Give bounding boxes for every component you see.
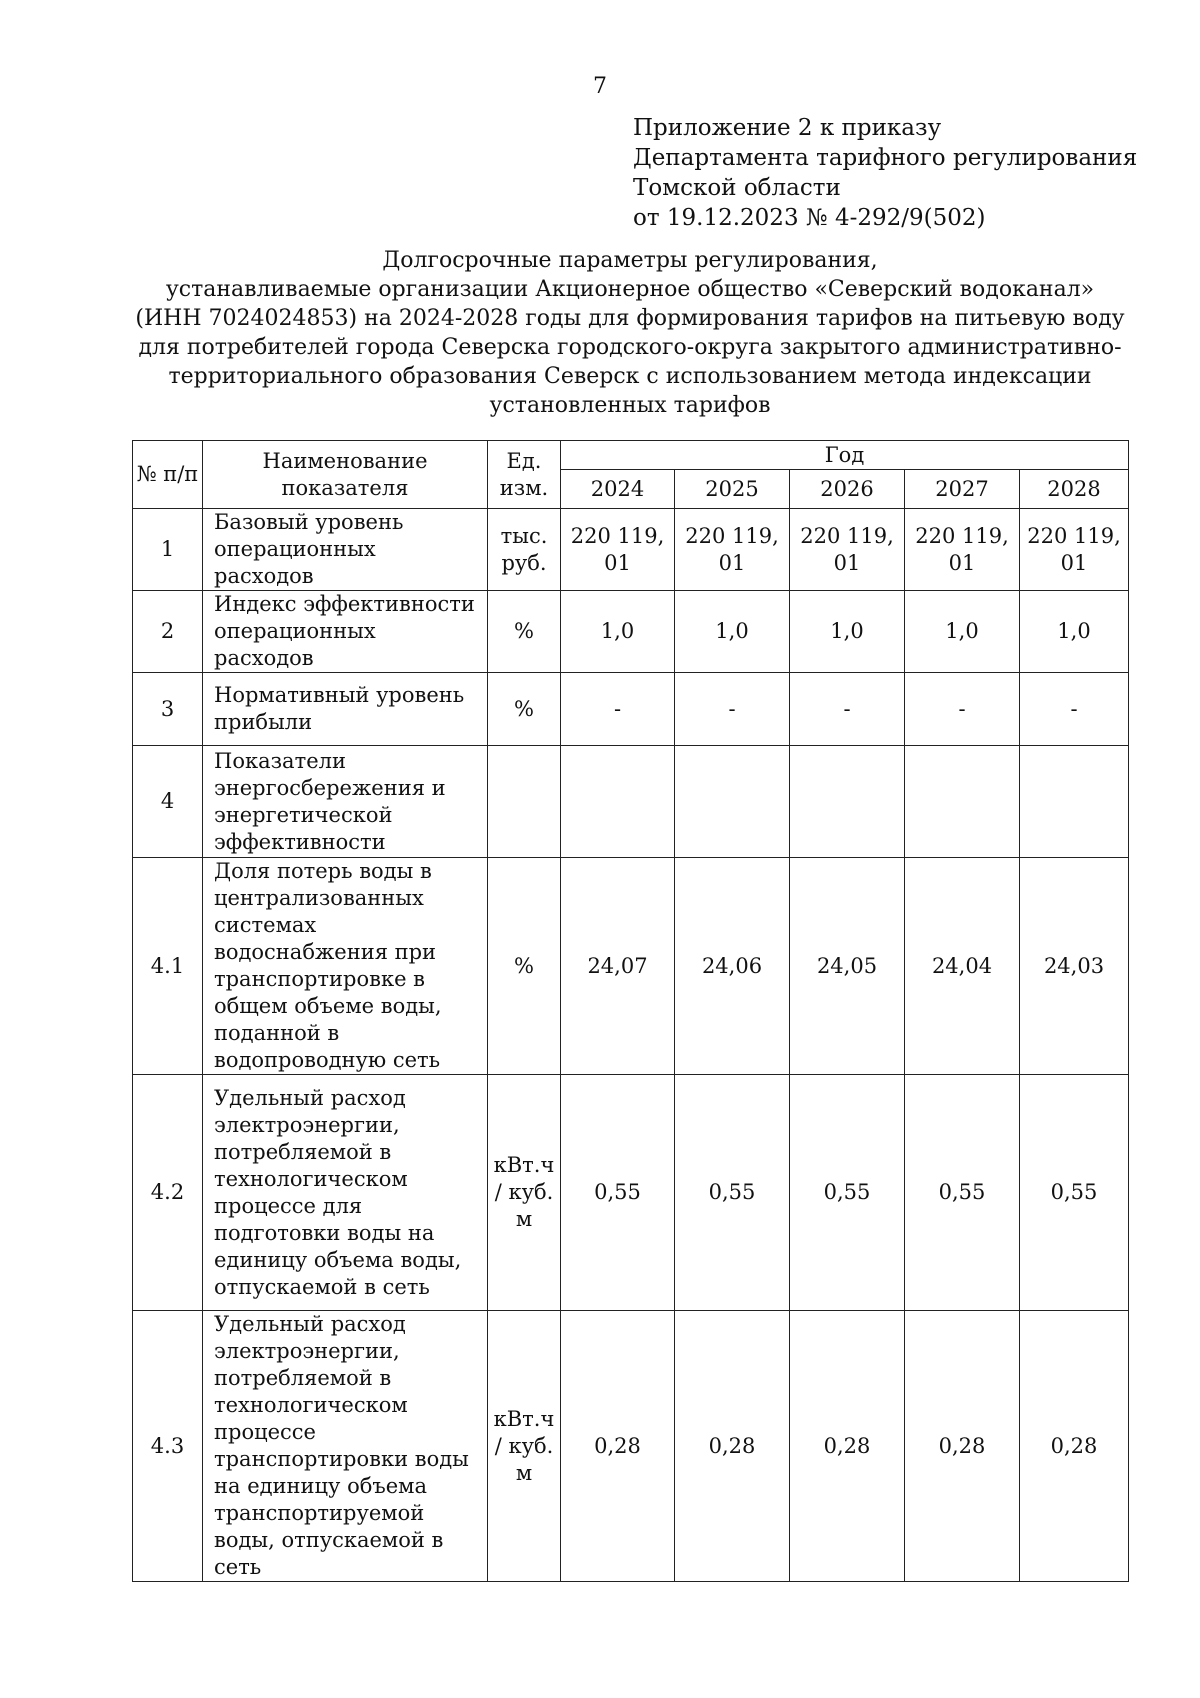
table-row xyxy=(133,1311,1129,1582)
row-value xyxy=(790,746,905,858)
row-value: 24,03 xyxy=(1020,858,1129,1075)
row-num: 4.3 xyxy=(133,1311,203,1582)
row-value: - xyxy=(561,673,675,746)
page-number: 7 xyxy=(593,74,607,99)
row-value xyxy=(1020,746,1129,858)
table-row xyxy=(133,673,1129,746)
row-num: 2 xyxy=(133,591,203,673)
row-name: Базовый уровень операционных расходов xyxy=(203,509,488,591)
row-unit: % xyxy=(488,858,561,1075)
table-row xyxy=(133,1075,1129,1311)
parameters-table xyxy=(132,440,1129,1582)
row-value: 220 119, 01 xyxy=(1020,509,1129,591)
title-line: устанавливаемые организации Акционерное общество «Северский водоканал» xyxy=(165,277,1095,302)
row-value: 24,05 xyxy=(790,858,905,1075)
row-value: 0,55 xyxy=(1020,1075,1129,1311)
row-value: 0,55 xyxy=(675,1075,790,1311)
row-value xyxy=(561,746,675,858)
row-value: 1,0 xyxy=(905,591,1020,673)
row-value xyxy=(675,746,790,858)
header-year-cell: 2026 xyxy=(790,470,905,509)
row-value: 24,04 xyxy=(905,858,1020,1075)
row-value: - xyxy=(905,673,1020,746)
appendix-block xyxy=(633,113,1137,233)
row-value xyxy=(905,746,1020,858)
row-value: 1,0 xyxy=(790,591,905,673)
title-line: для потребителей города Северска городского-округа закрытого административно- xyxy=(138,335,1122,360)
row-unit: % xyxy=(488,591,561,673)
header-year-cell: 2024 xyxy=(561,470,675,509)
row-name: Удельный расход электроэнергии, потребляемой в технологическом процессе для подготовки воды на единицу объема воды, отпускаемой в сеть xyxy=(203,1075,488,1311)
row-name: Показатели энергосбережения и энергетической эффективности xyxy=(203,746,488,858)
title-line: (ИНН 7024024853) на 2024-2028 годы для формирования тарифов на питьевую воду xyxy=(135,306,1125,331)
row-name: Удельный расход электроэнергии, потребляемой в технологическом процессе транспортировки воды на единицу объема транспортируемой воды, отпускаемой в сеть xyxy=(203,1311,488,1582)
row-num: 4.2 xyxy=(133,1075,203,1311)
row-value: 1,0 xyxy=(561,591,675,673)
row-value: 1,0 xyxy=(675,591,790,673)
title-line: установленных тарифов xyxy=(489,393,771,418)
row-value: 0,55 xyxy=(790,1075,905,1311)
row-unit: кВт.ч / куб. м xyxy=(488,1075,561,1311)
row-value: 24,07 xyxy=(561,858,675,1075)
row-unit xyxy=(488,746,561,858)
row-value: - xyxy=(1020,673,1129,746)
row-num: 3 xyxy=(133,673,203,746)
header-year-cell: 2025 xyxy=(675,470,790,509)
row-value: - xyxy=(790,673,905,746)
row-num: 4.1 xyxy=(133,858,203,1075)
header-num: № п/п xyxy=(133,441,203,509)
row-value: 220 119, 01 xyxy=(790,509,905,591)
row-value: - xyxy=(675,673,790,746)
row-num: 4 xyxy=(133,746,203,858)
row-name: Доля потерь воды в централизованных системах водоснабжения при транспортировке в общем объеме воды, поданной в водопроводную сеть xyxy=(203,858,488,1075)
row-value: 0,55 xyxy=(561,1075,675,1311)
document-title xyxy=(130,246,1130,420)
table-row xyxy=(133,858,1129,1075)
appendix-line: Приложение 2 к приказу xyxy=(633,115,942,141)
row-unit: % xyxy=(488,673,561,746)
header-unit: Ед. изм. xyxy=(488,441,561,509)
row-value: 1,0 xyxy=(1020,591,1129,673)
row-name: Индекс эффективности операционных расходов xyxy=(203,591,488,673)
row-value: 220 119, 01 xyxy=(905,509,1020,591)
row-value: 220 119, 01 xyxy=(675,509,790,591)
title-line: Долгосрочные параметры регулирования, xyxy=(382,248,878,273)
table-row xyxy=(133,591,1129,673)
row-value: 0,28 xyxy=(1020,1311,1129,1582)
header-year-cell: 2027 xyxy=(905,470,1020,509)
row-value: 24,06 xyxy=(675,858,790,1075)
row-value: 0,28 xyxy=(675,1311,790,1582)
table-header-row xyxy=(133,441,1129,470)
appendix-line: от 19.12.2023 № 4-292/9(502) xyxy=(633,205,986,231)
table-row xyxy=(133,746,1129,858)
row-value: 0,28 xyxy=(790,1311,905,1582)
row-unit: тыс. руб. xyxy=(488,509,561,591)
appendix-line: Департамента тарифного регулирования xyxy=(633,145,1138,171)
table-row xyxy=(133,509,1129,591)
appendix-line: Томской области xyxy=(633,175,841,201)
row-value: 220 119, 01 xyxy=(561,509,675,591)
row-value: 0,28 xyxy=(905,1311,1020,1582)
header-name: Наименование показателя xyxy=(203,441,488,509)
row-value: 0,28 xyxy=(561,1311,675,1582)
row-name: Нормативный уровень прибыли xyxy=(203,673,488,746)
header-year-cell: 2028 xyxy=(1020,470,1129,509)
header-year: Год xyxy=(561,441,1129,470)
row-value: 0,55 xyxy=(905,1075,1020,1311)
title-line: территориального образования Северск с использованием метода индексации xyxy=(168,364,1092,389)
row-num: 1 xyxy=(133,509,203,591)
row-unit: кВт.ч / куб. м xyxy=(488,1311,561,1582)
